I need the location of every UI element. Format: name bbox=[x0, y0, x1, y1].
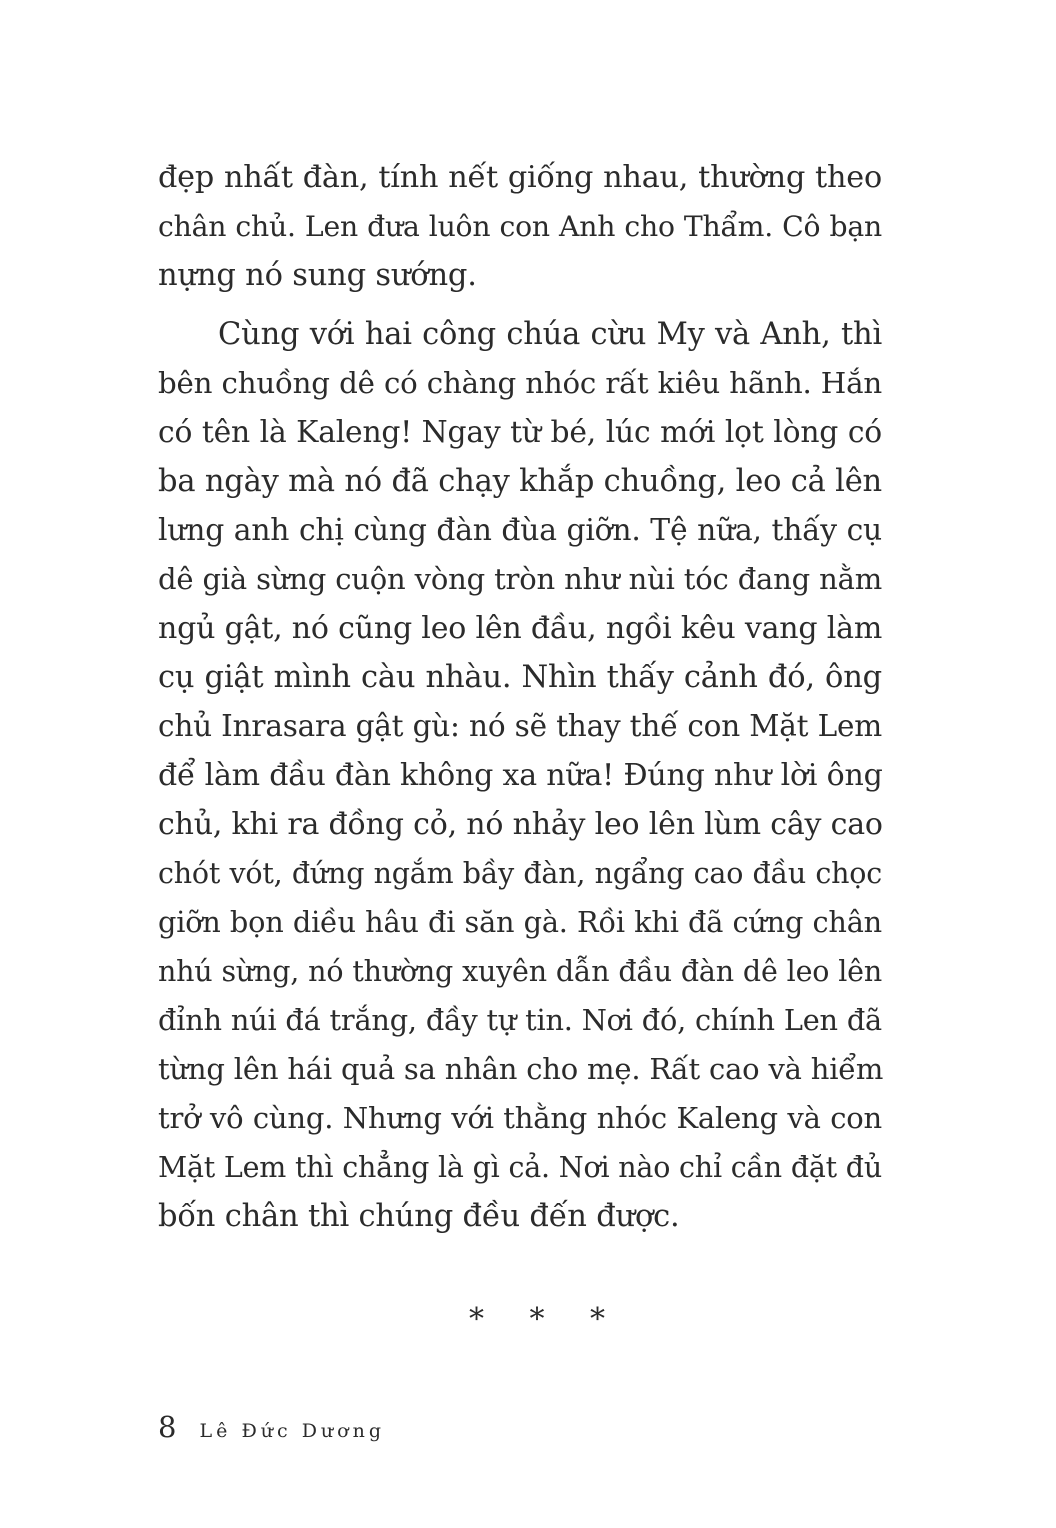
text-line: bên chuồng dê có chàng nhóc rất kiêu hãnh. Hắn bbox=[158, 366, 882, 400]
text-line: ba ngày mà nó đã chạy khắp chuồng, leo cả lên bbox=[158, 464, 882, 499]
text-line: để làm đầu đàn không xa nữa! Đúng như lời ông bbox=[158, 758, 883, 793]
text-line: ngủ gật, nó cũng leo lên đầu, ngồi kêu vang làm bbox=[158, 611, 883, 646]
page-footer bbox=[158, 1410, 385, 1444]
text-line: trở vô cùng. Nhưng với thằng nhóc Kaleng và con bbox=[158, 1101, 882, 1135]
text-line: từng lên hái quả sa nhân cho mẹ. Rất cao và hiểm bbox=[158, 1052, 884, 1086]
text-line: giỡn bọn diều hâu đi săn gà. Rồi khi đã cứng chân bbox=[158, 905, 882, 939]
text-line: cụ giật mình càu nhàu. Nhìn thấy cảnh đó, ông bbox=[158, 660, 882, 695]
text-line: lưng anh chị cùng đàn đùa giỡn. Tệ nữa, thấy cụ bbox=[158, 513, 882, 548]
text-line: chủ, khi ra đồng cỏ, nó nhảy leo lên lùm cây cao bbox=[158, 807, 883, 842]
text-line: chót vót, đứng ngắm bầy đàn, ngẩng cao đầu chọc bbox=[158, 857, 882, 890]
text-line: Mặt Lem thì chẳng là gì cả. Nơi nào chỉ cần đặt đủ bbox=[158, 1151, 882, 1184]
text-line: chân chủ. Len đưa luôn con Anh cho Thẩm. Cô bạn bbox=[158, 210, 882, 243]
text-line: chủ Inrasara gật gù: nó sẽ thay thế con Mặt Lem bbox=[158, 709, 882, 743]
paragraph-2 bbox=[158, 310, 882, 1241]
body-text bbox=[158, 153, 882, 1241]
text-line: đỉnh núi đá trắng, đầy tự tin. Nơi đó, chính Len đã bbox=[158, 1003, 882, 1037]
paragraph-1 bbox=[158, 153, 882, 300]
text-line: đẹp nhất đàn, tính nết giống nhau, thường theo bbox=[158, 160, 882, 195]
section-separator: * * * bbox=[468, 1302, 624, 1337]
text-line: nhú sừng, nó thường xuyên dẫn đầu đàn dê leo lên bbox=[158, 955, 882, 988]
text-line: nựng nó sung sướng. bbox=[158, 258, 477, 293]
text-line: bốn chân thì chúng đều đến được. bbox=[158, 1199, 680, 1234]
text-line: có tên là Kaleng! Ngay từ bé, lúc mới lọt lòng có bbox=[158, 415, 882, 450]
text-line: Cùng với hai công chúa cừu My và Anh, thì bbox=[218, 317, 882, 352]
text-line: dê già sừng cuộn vòng tròn như nùi tóc đang nằm bbox=[158, 562, 882, 596]
paragraph-gap bbox=[158, 300, 882, 310]
author-name: Lê Đức Dương bbox=[199, 1420, 386, 1442]
page-number: 8 bbox=[158, 1410, 177, 1444]
